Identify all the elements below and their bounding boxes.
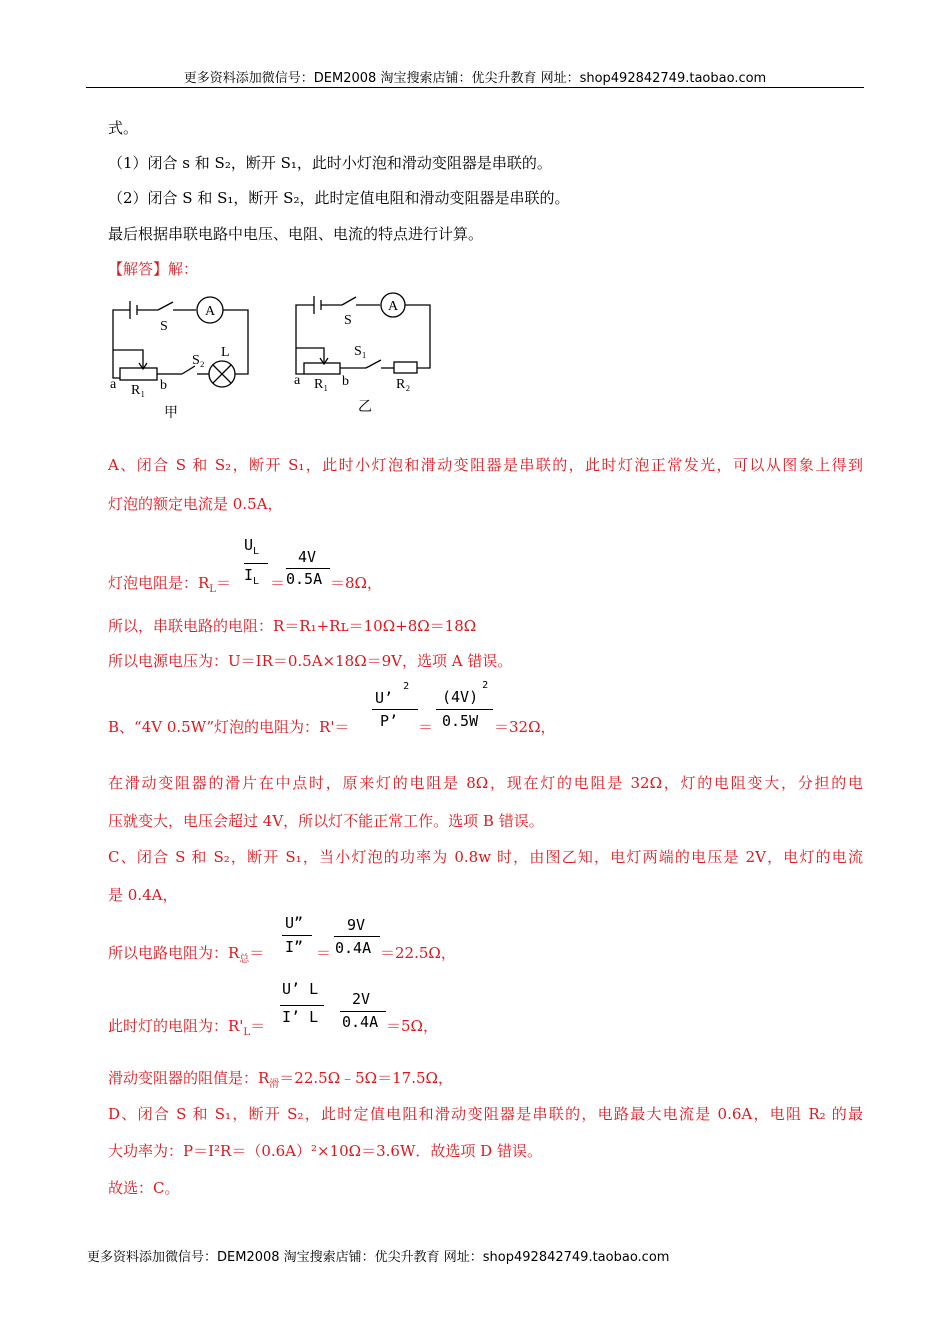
frac-a1-denominator: $I_L$ xyxy=(244,566,260,587)
sol-b-line-2: 在滑动变阻器的滑片在中点时，原来灯的电阻是 8Ω，现在灯的电阻是 32Ω，灯的电阻变大，分担的电 xyxy=(108,774,863,792)
frac-c4-denominator: 0.4A xyxy=(342,1013,379,1031)
answer-label: 【解答】解： xyxy=(108,260,199,278)
frac-c4-numerator: 2V xyxy=(352,990,371,1008)
intro-line-2: （2）闭合 S 和 S₁，断开 S₂，此时定值电阻和滑动变阻器是串联的。 xyxy=(108,189,570,207)
frac-b1-numerator: U’$^2$ xyxy=(375,681,410,707)
frac-a2-bar xyxy=(286,568,330,569)
frac-b2-denominator: 0.5W xyxy=(442,712,479,730)
sol-c-line-4-pre: 此时灯的电阻为：$R'_L=$ xyxy=(108,1017,266,1038)
right-caption: 乙 xyxy=(358,400,372,415)
right-label-r1: R₁ xyxy=(314,377,329,392)
right-label-meter: A xyxy=(388,299,399,314)
frac-b1-denominator: P’ xyxy=(380,712,399,730)
left-label-s: S xyxy=(160,319,168,334)
left-rheostat xyxy=(120,368,157,380)
page-footer: 更多资料添加微信号：DEM2008 淘宝搜索店铺：优尖升教育 网址：shop492842749.taobao.com xyxy=(87,1250,670,1265)
right-label-a: a xyxy=(294,373,301,388)
sol-b-eq: ＝ xyxy=(418,718,434,736)
frac-c2-numerator: 9V xyxy=(347,916,366,934)
frac-c3-bar xyxy=(280,1005,324,1006)
right-label-b: b xyxy=(342,374,349,389)
circuit-diagrams xyxy=(100,288,460,428)
header-divider xyxy=(86,87,864,88)
sol-c-line-1: C、闭合 S 和 S₂，断开 S₁，当小灯泡的功率为 0.8w 时，由图乙知，电灯两端的电压是 2V，电灯的电流 xyxy=(108,848,863,866)
sol-a-line-2: 灯泡的额定电流是 0.5A， xyxy=(108,495,283,513)
frac-a1-numerator: $U_L$ xyxy=(244,536,260,557)
sol-b-line-1-end: ＝32Ω， xyxy=(494,718,556,736)
frac-c3-denominator: I’ L xyxy=(282,1008,319,1026)
left-label-s2: S₂ xyxy=(192,353,205,368)
sol-a-line-1: A、闭合 S 和 S₂，断开 S₁，此时小灯泡和滑动变阻器是串联的，此时灯泡正常发光，可以从图象上得到 xyxy=(108,456,863,474)
sol-a-eq2: ＝ xyxy=(270,574,286,592)
page-header: 更多资料添加微信号：DEM2008 淘宝搜索店铺：优尖升教育 网址：shop492842749.taobao.com xyxy=(183,71,767,86)
sol-a-line-5: 所以电源电压为：U＝IR＝0.5A×18Ω＝9V，选项 A 错误。 xyxy=(108,652,513,670)
frac-a1-bar xyxy=(244,563,268,564)
frac-c4-bar xyxy=(340,1011,386,1012)
right-resistor-r2 xyxy=(394,362,417,373)
sol-d-line-2: 大功率为：P＝I²R＝（0.6A）²×10Ω＝3.6W．故选项 D 错误。 xyxy=(108,1142,542,1160)
frac-a2-denominator: 0.5A xyxy=(286,570,323,588)
intro-line-0: 式。 xyxy=(108,119,139,137)
sol-final-answer: 故选：C。 xyxy=(108,1179,180,1197)
left-label-b: b xyxy=(160,378,167,393)
frac-c1-denominator: I” xyxy=(285,938,304,956)
frac-b1-bar xyxy=(372,709,418,710)
sol-c-line-4-end: ＝5Ω， xyxy=(386,1017,438,1035)
frac-c2-bar xyxy=(334,936,380,937)
frac-c2-denominator: 0.4A xyxy=(335,939,372,957)
right-switch-s xyxy=(342,297,356,305)
left-label-lamp: L xyxy=(221,345,230,360)
intro-line-3: 最后根据串联电路中电压、电阻、电流的特点进行计算。 xyxy=(108,225,484,243)
right-label-s: S xyxy=(344,313,352,328)
sol-c-line-3-end: ＝22.5Ω， xyxy=(380,944,456,962)
left-label-a: a xyxy=(110,377,117,392)
left-label-meter: A xyxy=(205,304,216,319)
sol-c-line-3-pre: 所以电路电阻为：$R_总=$ xyxy=(108,944,265,965)
right-label-s1: S₁ xyxy=(354,344,367,359)
frac-c3-numerator: U’ L xyxy=(282,980,319,998)
right-switch-s1 xyxy=(366,360,381,368)
sol-b-line-1-pre: B、“4V 0.5W”灯泡的电阻为：R'＝ xyxy=(108,718,350,736)
intro-line-1: （1）闭合 s 和 S₂，断开 S₁，此时小灯泡和滑动变阻器是串联的。 xyxy=(108,154,552,172)
sol-c-line-2: 是 0.4A， xyxy=(108,886,178,904)
sol-c-line-5: 滑动变阻器的阻值是：$R_滑=22.5\Omega﹣5\Omega=17.5\Omega$， xyxy=(108,1069,453,1090)
left-caption: 甲 xyxy=(164,406,178,421)
frac-c1-numerator: U” xyxy=(285,914,304,932)
right-rheostat xyxy=(304,363,340,374)
sol-a-line-3-end: ＝8Ω， xyxy=(330,574,382,592)
frac-a2-numerator: 4V xyxy=(298,548,317,566)
left-switch-s xyxy=(158,302,173,310)
frac-c1-bar xyxy=(282,935,312,936)
frac-b2-bar xyxy=(436,709,493,710)
sol-b-line-3: 压就变大，电压会超过 4V，所以灯不能正常工作。选项 B 错误。 xyxy=(108,812,544,830)
sol-a-line-3-pre: 灯泡电阻是：$R_L=$ xyxy=(108,574,231,595)
right-label-r2: R₂ xyxy=(396,377,411,392)
sol-c-eq2: ＝ xyxy=(316,944,332,962)
left-label-r1: R₁ xyxy=(131,383,146,398)
sol-d-line-1: D、闭合 S 和 S₁，断开 S₂，此时定值电阻和滑动变阻器是串联的，电路最大电流是 0.6A，电阻 R₂ 的最 xyxy=(108,1105,863,1123)
sol-a-line-4: 所以，串联电路的电阻：R＝R₁+Rʟ＝10Ω+8Ω＝18Ω xyxy=(108,617,477,635)
frac-b2-numerator: $(4V)^2$ xyxy=(442,680,489,706)
